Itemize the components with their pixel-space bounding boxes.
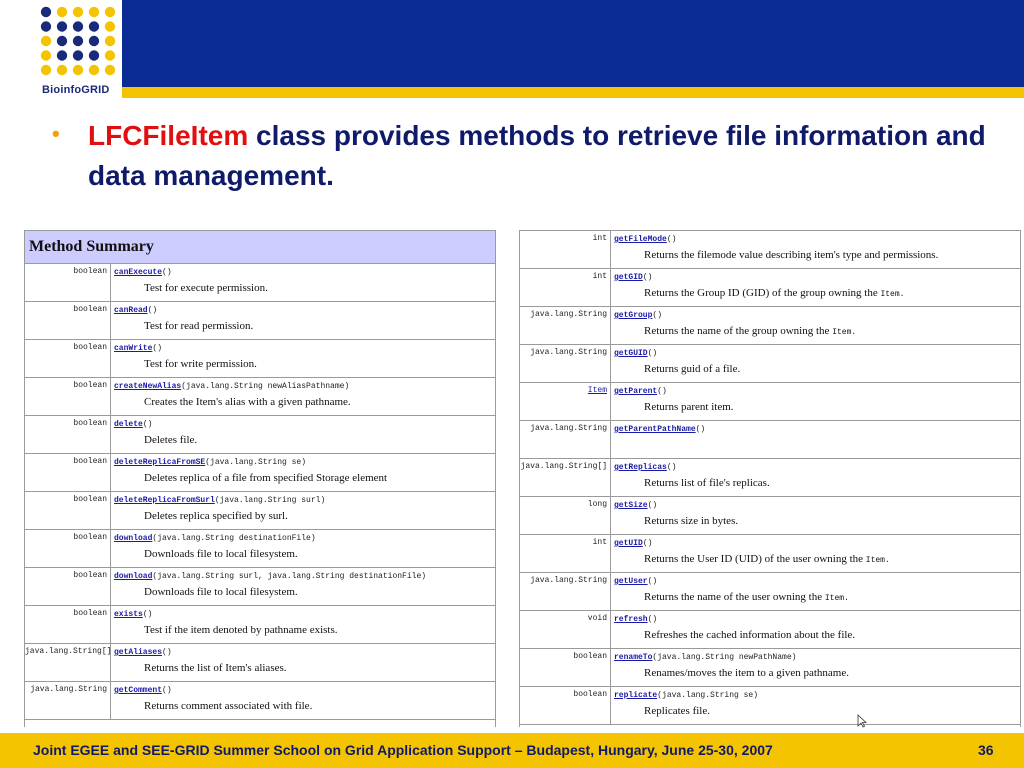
description-text: Downloads file to local filesystem.	[144, 586, 298, 598]
heading-text: class provides methods to retrieve file information and data management.	[88, 120, 986, 191]
method-link[interactable]: canRead	[114, 306, 148, 315]
method-description	[644, 629, 1020, 641]
method-link[interactable]: getUser	[614, 577, 648, 586]
description-code: Item.	[824, 594, 849, 603]
logo-dot	[57, 21, 67, 31]
method-cell	[611, 573, 1020, 610]
method-cell	[611, 421, 1020, 458]
method-params: ()	[142, 610, 153, 619]
method-signature	[614, 615, 1020, 624]
heading-keyword: LFCFileItem	[88, 120, 249, 151]
table-row	[25, 530, 495, 568]
method-description	[144, 282, 495, 294]
method-params: ()	[695, 425, 706, 434]
method-signature	[614, 577, 1020, 586]
logo-dot	[89, 7, 99, 17]
description-text: Deletes replica specified by surl.	[144, 510, 288, 522]
method-link[interactable]: deleteReplicaFromSE	[114, 458, 206, 467]
return-type: int	[592, 538, 607, 547]
return-type: void	[587, 614, 607, 623]
method-params: ()	[647, 577, 658, 586]
description-text: Returns guid of a file.	[644, 363, 741, 375]
method-cell	[111, 530, 495, 567]
return-type: boolean	[73, 533, 107, 542]
footer-bar	[0, 733, 1024, 768]
description-text: Returns size in bytes.	[644, 515, 739, 527]
return-type: boolean	[73, 495, 107, 504]
logo-dot	[73, 36, 83, 46]
header-stripe	[0, 87, 1024, 98]
return-type-cell	[520, 649, 611, 686]
return-type-cell	[25, 682, 111, 719]
table-row	[25, 340, 495, 378]
method-description	[644, 287, 1020, 299]
method-params: (java.lang.String surl, java.lang.String destinationFile)	[152, 572, 427, 581]
method-link[interactable]: refresh	[614, 615, 648, 624]
method-description	[644, 553, 1020, 565]
return-type: java.lang.String	[530, 424, 607, 433]
return-type: boolean	[573, 690, 607, 699]
table-row	[25, 264, 495, 302]
logo-text: BioinfoGRID	[42, 84, 110, 96]
method-cell	[111, 606, 495, 643]
method-description	[644, 363, 1020, 375]
description-text: Test for read permission.	[144, 320, 254, 332]
method-signature	[614, 425, 1020, 434]
description-text: Deletes replica of a file from specified Storage element	[144, 472, 388, 484]
method-params: ()	[657, 387, 667, 396]
method-signature	[614, 653, 1020, 662]
method-link[interactable]: getParentPathName	[614, 425, 696, 434]
return-type-cell	[520, 307, 611, 344]
description-text: Test if the item denoted by pathname exists.	[144, 624, 338, 636]
return-type-cell	[25, 644, 111, 681]
return-type-cell	[520, 687, 611, 724]
return-type-cell	[25, 530, 111, 567]
logo	[0, 0, 122, 98]
method-signature	[614, 311, 1020, 320]
logo-dot	[73, 65, 83, 75]
method-params: (java.lang.String destinationFile)	[152, 534, 316, 543]
description-text: Returns the name of the user owning the	[644, 591, 825, 603]
method-params: ()	[647, 615, 658, 624]
method-signature	[614, 691, 1020, 700]
page-number: 36	[978, 742, 994, 758]
header-bar	[0, 0, 1024, 87]
method-signature	[114, 458, 495, 467]
method-description	[144, 586, 495, 598]
logo-dot	[41, 50, 51, 60]
logo-dot	[105, 36, 115, 46]
description-text: Replicates file.	[644, 705, 710, 717]
method-link[interactable]: getUID	[614, 539, 643, 548]
method-cell	[111, 682, 495, 719]
return-type: int	[592, 234, 607, 243]
footer-text: Joint EGEE and SEE-GRID Summer School on Grid Application Support – Budapest, Hungary, June 25-30, 2007	[33, 742, 773, 758]
method-signature	[114, 306, 495, 315]
method-params: ()	[647, 501, 658, 510]
description-text: Returns comment associated with file.	[144, 700, 313, 712]
description-text: Returns parent item.	[644, 401, 734, 413]
description-text: Downloads file to local filesystem.	[144, 548, 298, 560]
return-type: boolean	[73, 571, 107, 580]
method-link[interactable]: createNewAlias	[114, 382, 182, 391]
return-type-link[interactable]: Item	[587, 386, 607, 395]
logo-dot	[89, 36, 99, 46]
description-text: Renames/moves the item to a given pathname.	[644, 667, 849, 679]
method-cell	[611, 459, 1020, 496]
logo-dot	[105, 65, 115, 75]
description-text: Returns list of file's replicas.	[644, 477, 770, 489]
right-rows	[520, 231, 1020, 725]
return-type-cell	[520, 459, 611, 496]
table-row	[520, 383, 1020, 421]
return-type: java.lang.String	[530, 310, 607, 319]
method-cell	[611, 231, 1020, 268]
method-params: ()	[647, 349, 658, 358]
table-row	[25, 682, 495, 720]
method-signature	[114, 610, 495, 619]
return-type: java.lang.String[]	[25, 647, 112, 656]
method-signature	[614, 501, 1020, 510]
method-description	[144, 396, 495, 408]
method-cell	[111, 340, 495, 377]
return-type-cell	[25, 264, 111, 301]
method-link[interactable]: getAliases	[114, 648, 163, 657]
logo-dot	[105, 50, 115, 60]
return-type-cell	[25, 416, 111, 453]
table-row	[520, 345, 1020, 383]
return-type: boolean	[73, 267, 107, 276]
table-row	[25, 454, 495, 492]
logo-dot	[41, 36, 51, 46]
method-description	[144, 624, 495, 636]
description-text: Returns the filemode value describing item's type and permissions.	[644, 249, 939, 261]
method-signature	[114, 572, 495, 581]
method-link[interactable]: download	[114, 534, 153, 543]
method-summary-right	[519, 230, 1021, 727]
logo-dot	[57, 36, 67, 46]
table-row	[25, 302, 495, 340]
method-link[interactable]: getGroup	[614, 311, 653, 320]
table-row	[25, 606, 495, 644]
method-description	[144, 510, 495, 522]
method-signature	[114, 382, 495, 391]
return-type-cell	[520, 535, 611, 572]
method-link[interactable]: download	[114, 572, 153, 581]
method-signature	[614, 463, 1020, 472]
table-row	[520, 649, 1020, 687]
method-signature	[614, 235, 1020, 244]
table-row	[520, 687, 1020, 725]
logo-dot	[57, 65, 67, 75]
method-params: ()	[142, 420, 153, 429]
method-description	[644, 325, 1020, 337]
method-cell	[111, 264, 495, 301]
logo-dot	[105, 21, 115, 31]
return-type: java.lang.String[]	[520, 462, 607, 471]
table-row	[520, 573, 1020, 611]
return-type-cell	[25, 340, 111, 377]
method-signature	[614, 273, 1020, 282]
method-cell	[611, 307, 1020, 344]
method-params: (java.lang.String surl)	[214, 496, 326, 505]
logo-dot	[41, 21, 51, 31]
table-row	[520, 497, 1020, 535]
method-params: (java.lang.String newPathName)	[652, 653, 797, 662]
method-params: ()	[162, 268, 172, 277]
description-text: Returns the Group ID (GID) of the group owning the	[644, 287, 881, 299]
return-type: long	[587, 500, 607, 509]
logo-dot	[41, 65, 51, 75]
method-cell	[611, 535, 1020, 572]
table-row	[520, 459, 1020, 497]
logo-dot	[73, 50, 83, 60]
logo-dot	[89, 50, 99, 60]
method-link[interactable]: exists	[114, 610, 143, 619]
return-type: boolean	[73, 609, 107, 618]
return-type-cell	[25, 568, 111, 605]
method-params: ()	[147, 306, 158, 315]
method-cell	[611, 497, 1020, 534]
method-signature	[614, 539, 1020, 548]
method-signature	[114, 268, 495, 277]
return-type-cell	[520, 383, 611, 420]
method-signature	[114, 686, 495, 695]
return-type-cell	[520, 611, 611, 648]
method-link[interactable]: getGID	[614, 273, 643, 282]
logo-dot	[57, 50, 67, 60]
description-text: Returns the name of the group owning the	[644, 325, 833, 337]
method-description	[644, 591, 1020, 603]
method-cell	[111, 568, 495, 605]
return-type-cell	[520, 573, 611, 610]
description-text: Test for execute permission.	[144, 282, 268, 294]
method-cell	[111, 378, 495, 415]
table-row	[520, 231, 1020, 269]
logo-dot	[73, 21, 83, 31]
return-type: java.lang.String	[530, 348, 607, 357]
method-params: ()	[642, 273, 653, 282]
method-signature	[114, 648, 495, 657]
method-signature	[614, 387, 1020, 396]
table-row	[520, 535, 1020, 573]
method-params: ()	[642, 539, 653, 548]
method-description	[644, 249, 1020, 261]
method-description	[144, 434, 495, 446]
method-signature	[114, 420, 495, 429]
description-code: Item.	[832, 328, 857, 337]
description-code: Item.	[880, 290, 905, 299]
return-type: java.lang.String	[30, 685, 107, 694]
method-params: (java.lang.String se)	[657, 691, 759, 700]
bullet-icon: •	[52, 121, 60, 146]
method-link[interactable]: getComment	[114, 686, 163, 695]
return-type: boolean	[573, 652, 607, 661]
method-description	[144, 472, 495, 484]
method-signature	[114, 344, 495, 353]
logo-dot	[41, 7, 51, 17]
logo-dot	[73, 7, 83, 17]
table-row	[25, 416, 495, 454]
return-type: java.lang.String	[530, 576, 607, 585]
method-summary-title: Method Summary	[25, 231, 495, 264]
method-link[interactable]: getFileMode	[614, 235, 667, 244]
method-description	[644, 667, 1020, 679]
return-type-cell	[520, 231, 611, 268]
description-code: Item.	[865, 556, 890, 565]
return-type-cell	[25, 302, 111, 339]
logo-dot	[89, 65, 99, 75]
return-type-cell	[25, 378, 111, 415]
return-type-cell	[25, 606, 111, 643]
method-description	[144, 358, 495, 370]
method-description	[644, 477, 1020, 489]
table-row	[25, 378, 495, 416]
method-link[interactable]: canExecute	[114, 268, 163, 277]
table-row	[25, 644, 495, 682]
method-description	[144, 320, 495, 332]
return-type: boolean	[73, 343, 107, 352]
method-cell	[611, 345, 1020, 382]
method-cell	[611, 649, 1020, 686]
method-cell	[111, 644, 495, 681]
method-params: ()	[666, 235, 677, 244]
slide-heading	[88, 116, 988, 196]
return-type-cell	[520, 421, 611, 458]
method-link[interactable]: deleteReplicaFromSurl	[114, 496, 215, 505]
method-description	[644, 705, 1020, 717]
method-cell	[611, 383, 1020, 420]
return-type-cell	[520, 345, 611, 382]
method-signature	[114, 496, 495, 505]
description-text: Creates the Item's alias with a given pathname.	[144, 396, 351, 408]
method-cell	[611, 269, 1020, 306]
method-link[interactable]: canWrite	[114, 344, 153, 353]
method-signature	[614, 349, 1020, 358]
method-description	[144, 700, 495, 712]
method-link[interactable]: replicate	[614, 691, 658, 700]
method-params: (java.lang.String se)	[205, 458, 307, 467]
return-type: boolean	[73, 381, 107, 390]
logo-dots-icon	[40, 6, 120, 78]
table-row	[25, 492, 495, 530]
method-link[interactable]: getGUID	[614, 349, 648, 358]
method-link[interactable]: getParent	[614, 387, 658, 396]
method-link[interactable]: getSize	[614, 501, 648, 510]
method-params: ()	[666, 463, 677, 472]
left-rows	[25, 264, 495, 720]
method-params: ()	[162, 686, 172, 695]
logo-dot	[57, 7, 67, 17]
method-cell	[111, 492, 495, 529]
description-text: Returns the User ID (UID) of the user owning the	[644, 553, 866, 565]
method-cell	[611, 687, 1020, 724]
table-row	[520, 421, 1020, 459]
method-params: ()	[162, 648, 172, 657]
method-params: ()	[652, 311, 663, 320]
return-type-cell	[25, 492, 111, 529]
method-cell	[111, 454, 495, 491]
table-row	[25, 568, 495, 606]
table-row	[520, 611, 1020, 649]
method-cell	[611, 611, 1020, 648]
method-params: (java.lang.String newAliasPathname)	[181, 382, 350, 391]
return-type-cell	[520, 497, 611, 534]
description-text: Deletes file.	[144, 434, 198, 446]
method-description	[644, 515, 1020, 527]
mouse-cursor-icon	[857, 714, 867, 728]
return-type-cell	[520, 269, 611, 306]
method-params: ()	[152, 344, 163, 353]
method-description	[644, 401, 1020, 413]
logo-dot	[89, 21, 99, 31]
logo-dot	[105, 7, 115, 17]
table-row	[520, 269, 1020, 307]
method-description	[144, 662, 495, 674]
method-link[interactable]: getReplicas	[614, 463, 667, 472]
description-text: Refreshes the cached information about the file.	[644, 629, 856, 641]
return-type: int	[592, 272, 607, 281]
return-type: boolean	[73, 419, 107, 428]
method-cell	[111, 302, 495, 339]
table-row	[520, 307, 1020, 345]
method-link[interactable]: delete	[114, 420, 143, 429]
method-cell	[111, 416, 495, 453]
return-type: boolean	[73, 457, 107, 466]
return-type: boolean	[73, 305, 107, 314]
description-text: Returns the list of Item's aliases.	[144, 662, 287, 674]
method-summary-left	[24, 230, 496, 727]
method-link[interactable]: renameTo	[614, 653, 653, 662]
method-signature	[114, 534, 495, 543]
method-description	[144, 548, 495, 560]
return-type-cell	[25, 454, 111, 491]
description-text: Test for write permission.	[144, 358, 257, 370]
